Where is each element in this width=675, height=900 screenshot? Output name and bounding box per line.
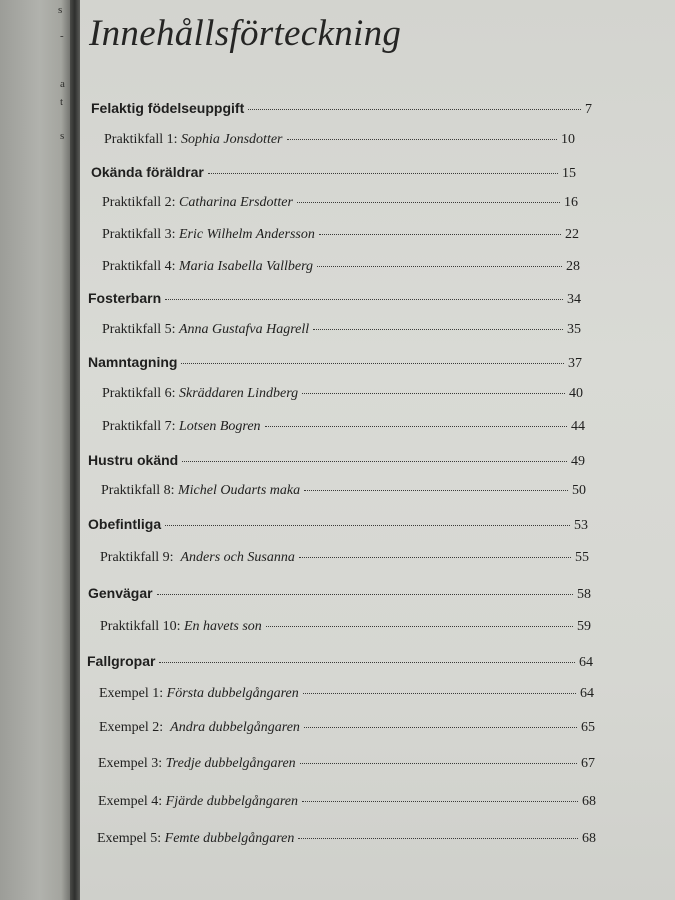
dot-leader xyxy=(266,626,573,627)
dot-leader xyxy=(165,299,563,300)
case-prefix: Praktikfall 10: xyxy=(100,619,181,634)
case-label xyxy=(99,686,299,702)
dot-leader xyxy=(304,490,568,491)
toc-case-row xyxy=(99,686,594,708)
dot-leader xyxy=(165,525,570,526)
case-label xyxy=(102,259,313,275)
toc-case-row xyxy=(104,132,575,154)
page-number: 68 xyxy=(582,794,596,809)
case-label xyxy=(101,483,300,499)
case-name: Anders och Susanna xyxy=(180,550,295,565)
dot-leader xyxy=(208,173,558,174)
case-name: Tredje dubbelgångaren xyxy=(165,756,296,771)
chapter-title: Fallgropar xyxy=(87,653,156,669)
case-name: Anna Gustafva Hagrell xyxy=(179,322,310,337)
case-prefix: Praktikfall 1: xyxy=(104,132,178,147)
dot-leader xyxy=(304,727,577,728)
page-number: 15 xyxy=(562,166,576,181)
case-label xyxy=(100,550,295,566)
case-label xyxy=(102,195,293,211)
case-label xyxy=(102,419,261,435)
case-label xyxy=(98,756,296,772)
page-number: 68 xyxy=(582,831,596,846)
page-number: 55 xyxy=(575,550,589,565)
case-prefix: Exempel 4: xyxy=(98,794,163,809)
page-number: 64 xyxy=(579,655,593,670)
case-prefix: Praktikfall 3: xyxy=(102,227,176,242)
page-number: 59 xyxy=(577,619,591,634)
case-label xyxy=(100,619,262,635)
case-prefix: Praktikfall 7: xyxy=(102,419,176,434)
toc-chapter-row xyxy=(87,653,593,675)
case-name: Fjärde dubbelgångaren xyxy=(165,794,298,809)
case-name: Andra dubbelgångaren xyxy=(170,720,300,735)
toc-case-row xyxy=(99,720,595,742)
toc-chapter-row xyxy=(88,354,582,376)
toc-case-row xyxy=(102,227,579,249)
toc-case-row xyxy=(98,794,596,816)
page-number: 10 xyxy=(561,132,575,147)
toc-case-row xyxy=(97,831,596,853)
page-number: 37 xyxy=(568,356,582,371)
dot-leader xyxy=(300,763,577,764)
toc-case-row xyxy=(102,259,580,281)
case-label xyxy=(102,386,298,402)
case-name: Första dubbelgångaren xyxy=(166,686,299,701)
left-page-edge xyxy=(0,0,72,900)
dot-leader xyxy=(182,461,567,462)
page-number: 22 xyxy=(565,227,579,242)
case-name: Skräddaren Lindberg xyxy=(179,386,299,401)
page-title: Innehållsförteckning xyxy=(89,13,402,54)
case-label xyxy=(102,227,315,243)
case-name: Sophia Jonsdotter xyxy=(181,132,283,147)
case-label xyxy=(98,794,298,810)
page-number: 50 xyxy=(572,483,586,498)
case-prefix: Praktikfall 4: xyxy=(102,259,176,274)
page-number: 44 xyxy=(571,419,585,434)
case-label xyxy=(99,720,300,736)
page-number: 58 xyxy=(577,587,591,602)
case-prefix: Exempel 3: xyxy=(98,756,163,771)
toc-chapter-row xyxy=(88,516,588,538)
case-prefix: Exempel 2: xyxy=(99,720,164,735)
left-page-text-fragment: a xyxy=(60,78,65,90)
dot-leader xyxy=(248,109,581,110)
case-label xyxy=(97,831,294,847)
toc-case-row xyxy=(102,419,585,441)
page-number: 53 xyxy=(574,518,588,533)
toc-page xyxy=(80,0,675,900)
toc-chapter-row xyxy=(91,100,592,122)
case-prefix: Praktikfall 9: xyxy=(100,550,174,565)
case-name: Lotsen Bogren xyxy=(179,419,261,434)
toc-case-row xyxy=(102,386,583,408)
page-number: 16 xyxy=(564,195,578,210)
page-number: 49 xyxy=(571,454,585,469)
page-number: 34 xyxy=(567,292,581,307)
toc-case-row xyxy=(100,619,591,641)
dot-leader xyxy=(157,594,573,595)
dot-leader xyxy=(299,557,571,558)
case-prefix: Exempel 5: xyxy=(97,831,162,846)
case-name: Eric Wilhelm Andersson xyxy=(179,227,315,242)
toc-chapter-row xyxy=(91,164,576,186)
dot-leader xyxy=(319,234,561,235)
case-name: Femte dubbelgångaren xyxy=(164,831,295,846)
chapter-title: Namntagning xyxy=(88,354,178,370)
dot-leader xyxy=(181,363,564,364)
toc-case-row xyxy=(102,322,581,344)
toc-case-row xyxy=(102,195,578,217)
dot-leader xyxy=(317,266,562,267)
page-number: 67 xyxy=(581,756,595,771)
case-name: Catharina Ersdotter xyxy=(179,195,293,210)
page-number: 28 xyxy=(566,259,580,274)
dot-leader xyxy=(297,202,560,203)
chapter-title: Fosterbarn xyxy=(88,290,162,306)
toc-chapter-row xyxy=(88,585,591,607)
case-label xyxy=(102,322,309,338)
page-number: 7 xyxy=(585,102,592,117)
case-prefix: Praktikfall 2: xyxy=(102,195,176,210)
left-page-text-fragment: s xyxy=(58,4,63,16)
page-number: 35 xyxy=(567,322,581,337)
dot-leader xyxy=(265,426,567,427)
chapter-title: Hustru okänd xyxy=(88,452,179,468)
dot-leader xyxy=(159,662,575,663)
dot-leader xyxy=(303,693,576,694)
case-name: En havets son xyxy=(184,619,262,634)
dot-leader xyxy=(302,801,578,802)
chapter-title: Genvägar xyxy=(88,585,153,601)
toc-case-row xyxy=(98,756,595,778)
case-prefix: Praktikfall 8: xyxy=(101,483,175,498)
toc-chapter-row xyxy=(88,290,581,312)
dot-leader xyxy=(287,139,558,140)
case-name: Michel Oudarts maka xyxy=(178,483,301,498)
left-page-text-fragment: - xyxy=(60,30,64,42)
case-prefix: Exempel 1: xyxy=(99,686,164,701)
left-page-text-fragment: s xyxy=(60,130,65,142)
chapter-title: Okända föräldrar xyxy=(91,164,204,180)
page-number: 64 xyxy=(580,686,594,701)
dot-leader xyxy=(302,393,565,394)
page-number: 65 xyxy=(581,720,595,735)
toc-chapter-row xyxy=(88,452,585,474)
toc-case-row xyxy=(101,483,586,505)
left-page-text-fragment: t xyxy=(60,96,64,108)
dot-leader xyxy=(298,838,578,839)
dot-leader xyxy=(313,329,563,330)
case-prefix: Praktikfall 5: xyxy=(102,322,176,337)
chapter-title: Felaktig födelseuppgift xyxy=(91,100,245,116)
toc-case-row xyxy=(100,550,589,572)
chapter-title: Obefintliga xyxy=(88,516,162,532)
page-number: 40 xyxy=(569,386,583,401)
case-label xyxy=(104,132,283,148)
case-prefix: Praktikfall 6: xyxy=(102,386,176,401)
case-name: Maria Isabella Vallberg xyxy=(179,259,314,274)
